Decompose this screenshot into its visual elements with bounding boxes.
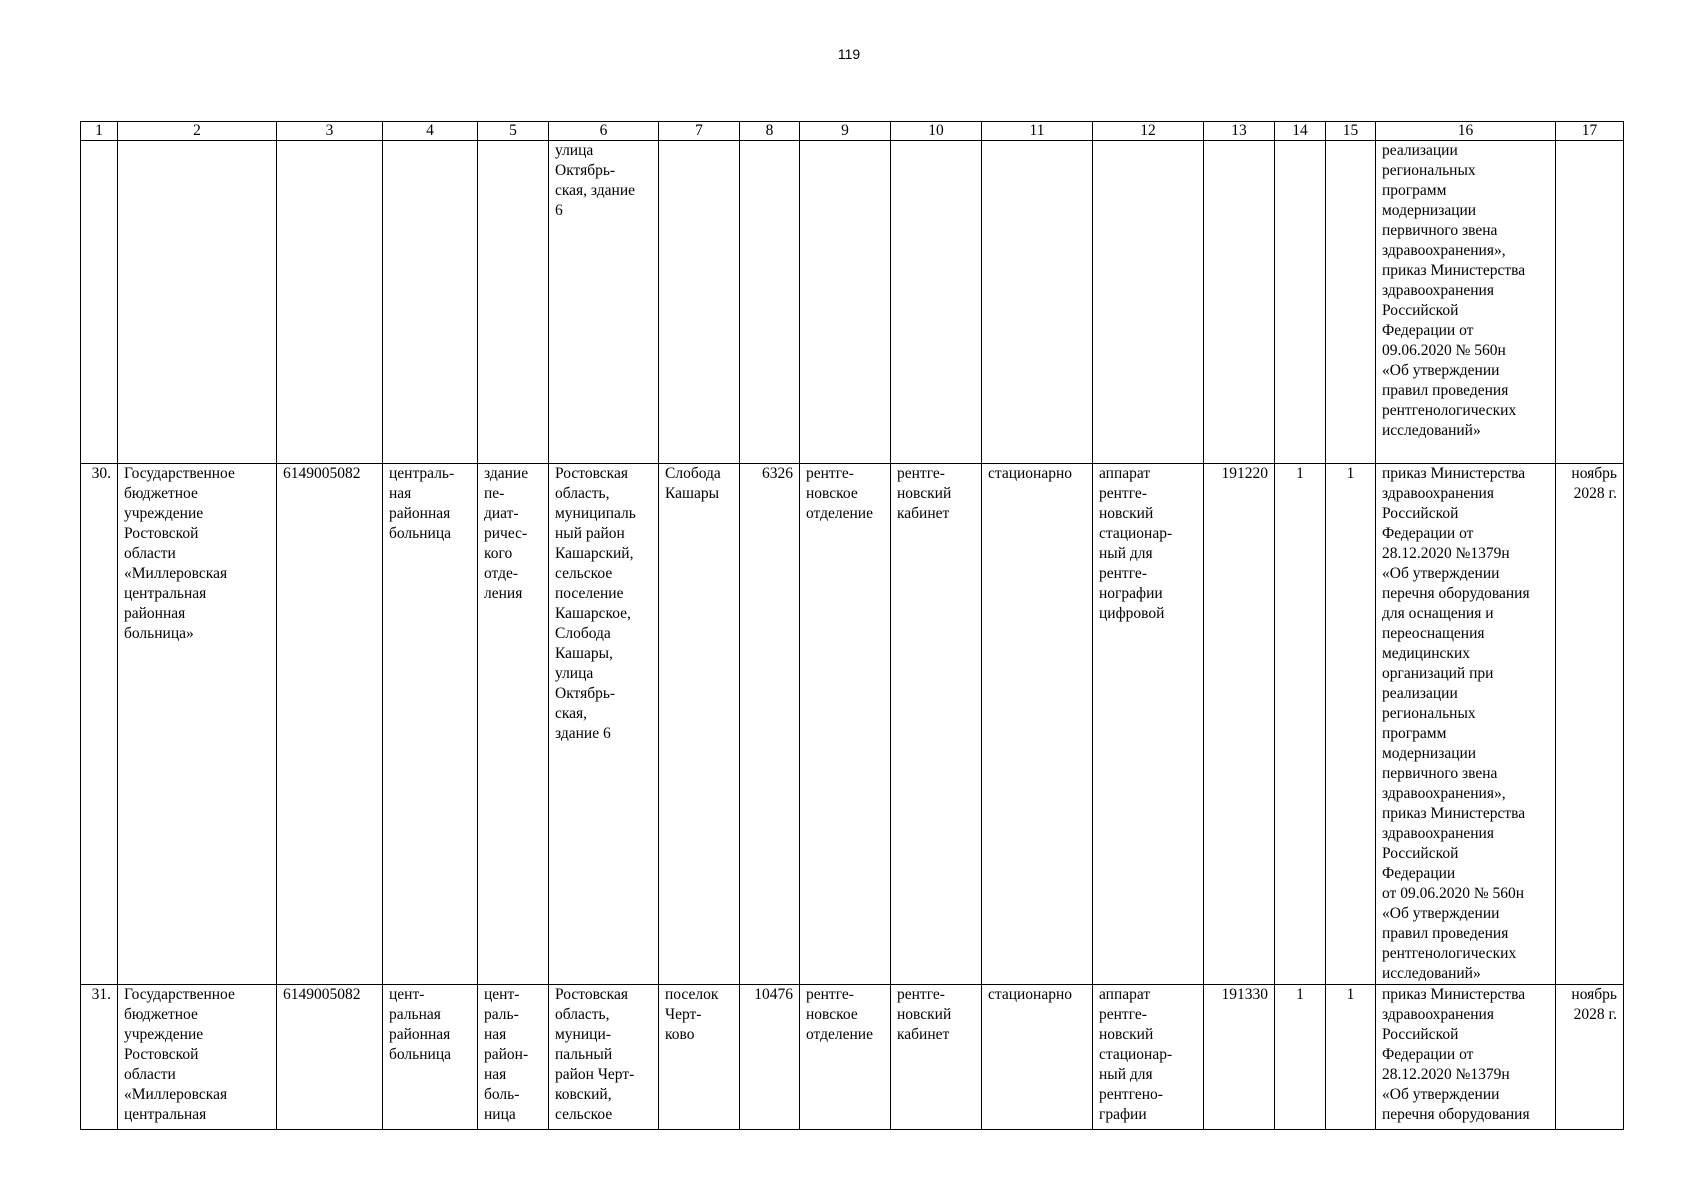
placement-cell: стационарно xyxy=(982,985,1093,1130)
address-cell: Ростовская область, муници- пальный район Черт- ковский, сельское xyxy=(549,985,659,1130)
equipment-cell: аппарат рентге- новский стационар- ный для рентгено- графии xyxy=(1093,985,1204,1130)
equipment-cell: аппарат рентге- новский стационар- ный для рентге- нографии цифровой xyxy=(1093,464,1204,985)
column-header: 8 xyxy=(740,122,800,141)
locality-cell: поселок Черт- ково xyxy=(659,985,740,1130)
row-number-cell: 30. xyxy=(81,464,118,985)
facility-type-cell: централь- ная районная больница xyxy=(383,464,478,985)
table-row xyxy=(81,985,1624,1130)
inn-cell: 6149005082 xyxy=(277,985,383,1130)
room-cell: рентге- новский кабинет xyxy=(891,464,982,985)
placement-cell xyxy=(982,141,1093,464)
column-header: 15 xyxy=(1326,122,1376,141)
locality-cell xyxy=(659,141,740,464)
quantity-cell: 1 xyxy=(1275,985,1326,1130)
population-cell: 6326 xyxy=(740,464,800,985)
locality-cell: Слобода Кашары xyxy=(659,464,740,985)
organization-cell: Государственное бюджетное учреждение Ростовской области «Миллеровская центральная xyxy=(118,985,277,1130)
column-header: 1 xyxy=(81,122,118,141)
equipment-code-cell: 191330 xyxy=(1204,985,1275,1130)
column-header: 2 xyxy=(118,122,277,141)
column-header: 16 xyxy=(1376,122,1556,141)
table-row xyxy=(81,141,1624,464)
facility-type-cell: цент- ральная районная больница xyxy=(383,985,478,1130)
column-number-row xyxy=(81,122,1624,141)
column-header: 10 xyxy=(891,122,982,141)
organization-cell xyxy=(118,141,277,464)
deadline-cell: ноябрь 2028 г. xyxy=(1556,985,1624,1130)
column-header: 4 xyxy=(383,122,478,141)
population-cell: 10476 xyxy=(740,985,800,1130)
address-cell: Ростовская область, муниципаль ный район Кашарский, сельское поселение Кашарское, Слобода Кашары, улица Октябрь- ская, здание 6 xyxy=(549,464,659,985)
inn-cell: 6149005082 xyxy=(277,464,383,985)
legal-basis-cell: реализации региональных программ модернизации первичного звена здравоохранения», приказ Министерства здравоохранения Российской Федерации от 09.06.2020 № 560н «Об утверждении правил проведения рентгенологических исследований» xyxy=(1376,141,1556,464)
department-cell xyxy=(800,141,891,464)
building-cell: цент- раль- ная район- ная боль- ница xyxy=(478,985,549,1130)
room-cell: рентге- новский кабинет xyxy=(891,985,982,1130)
column-header: 5 xyxy=(478,122,549,141)
inn-cell xyxy=(277,141,383,464)
column-header: 7 xyxy=(659,122,740,141)
equipment-code-cell xyxy=(1204,141,1275,464)
department-cell: рентге- новское отделение xyxy=(800,464,891,985)
building-cell xyxy=(478,141,549,464)
deadline-cell: ноябрь 2028 г. xyxy=(1556,464,1624,985)
quantity-planned-cell: 1 xyxy=(1326,464,1376,985)
equipment-code-cell: 191220 xyxy=(1204,464,1275,985)
quantity-planned-cell xyxy=(1326,141,1376,464)
building-cell: здание пе- диат- ричес- кого отде- ления xyxy=(478,464,549,985)
column-header: 17 xyxy=(1556,122,1624,141)
room-cell xyxy=(891,141,982,464)
equipment-cell xyxy=(1093,141,1204,464)
address-cell: улица Октябрь- ская, здание 6 xyxy=(549,141,659,464)
legal-basis-cell: приказ Министерства здравоохранения Российской Федерации от 28.12.2020 №1379н «Об утверждении перечня оборудования xyxy=(1376,985,1556,1130)
population-cell xyxy=(740,141,800,464)
column-header: 3 xyxy=(277,122,383,141)
quantity-planned-cell: 1 xyxy=(1326,985,1376,1130)
column-header: 13 xyxy=(1204,122,1275,141)
quantity-cell: 1 xyxy=(1275,464,1326,985)
register-table xyxy=(80,121,1624,1130)
column-header: 9 xyxy=(800,122,891,141)
column-header: 6 xyxy=(549,122,659,141)
column-header: 12 xyxy=(1093,122,1204,141)
department-cell: рентге- новское отделение xyxy=(800,985,891,1130)
column-header: 11 xyxy=(982,122,1093,141)
quantity-cell xyxy=(1275,141,1326,464)
table-row xyxy=(81,464,1624,985)
column-header: 14 xyxy=(1275,122,1326,141)
placement-cell: стационарно xyxy=(982,464,1093,985)
row-number-cell: 31. xyxy=(81,985,118,1130)
legal-basis-cell: приказ Министерства здравоохранения Российской Федерации от 28.12.2020 №1379н «Об утверждении перечня оборудования для оснащения и переоснащения медицинских организаций при реализации региональных программ модернизации первичного звена здравоохранения», приказ Министерства здравоохранения Российской Федерации от 09.06.2020 № 560н «Об утверждении правил проведения рентгенологических исследований» xyxy=(1376,464,1556,985)
facility-type-cell xyxy=(383,141,478,464)
deadline-cell xyxy=(1556,141,1624,464)
row-number-cell xyxy=(81,141,118,464)
page-number: 119 xyxy=(837,46,861,62)
organization-cell: Государственное бюджетное учреждение Ростовской области «Миллеровская центральная районная больница» xyxy=(118,464,277,985)
